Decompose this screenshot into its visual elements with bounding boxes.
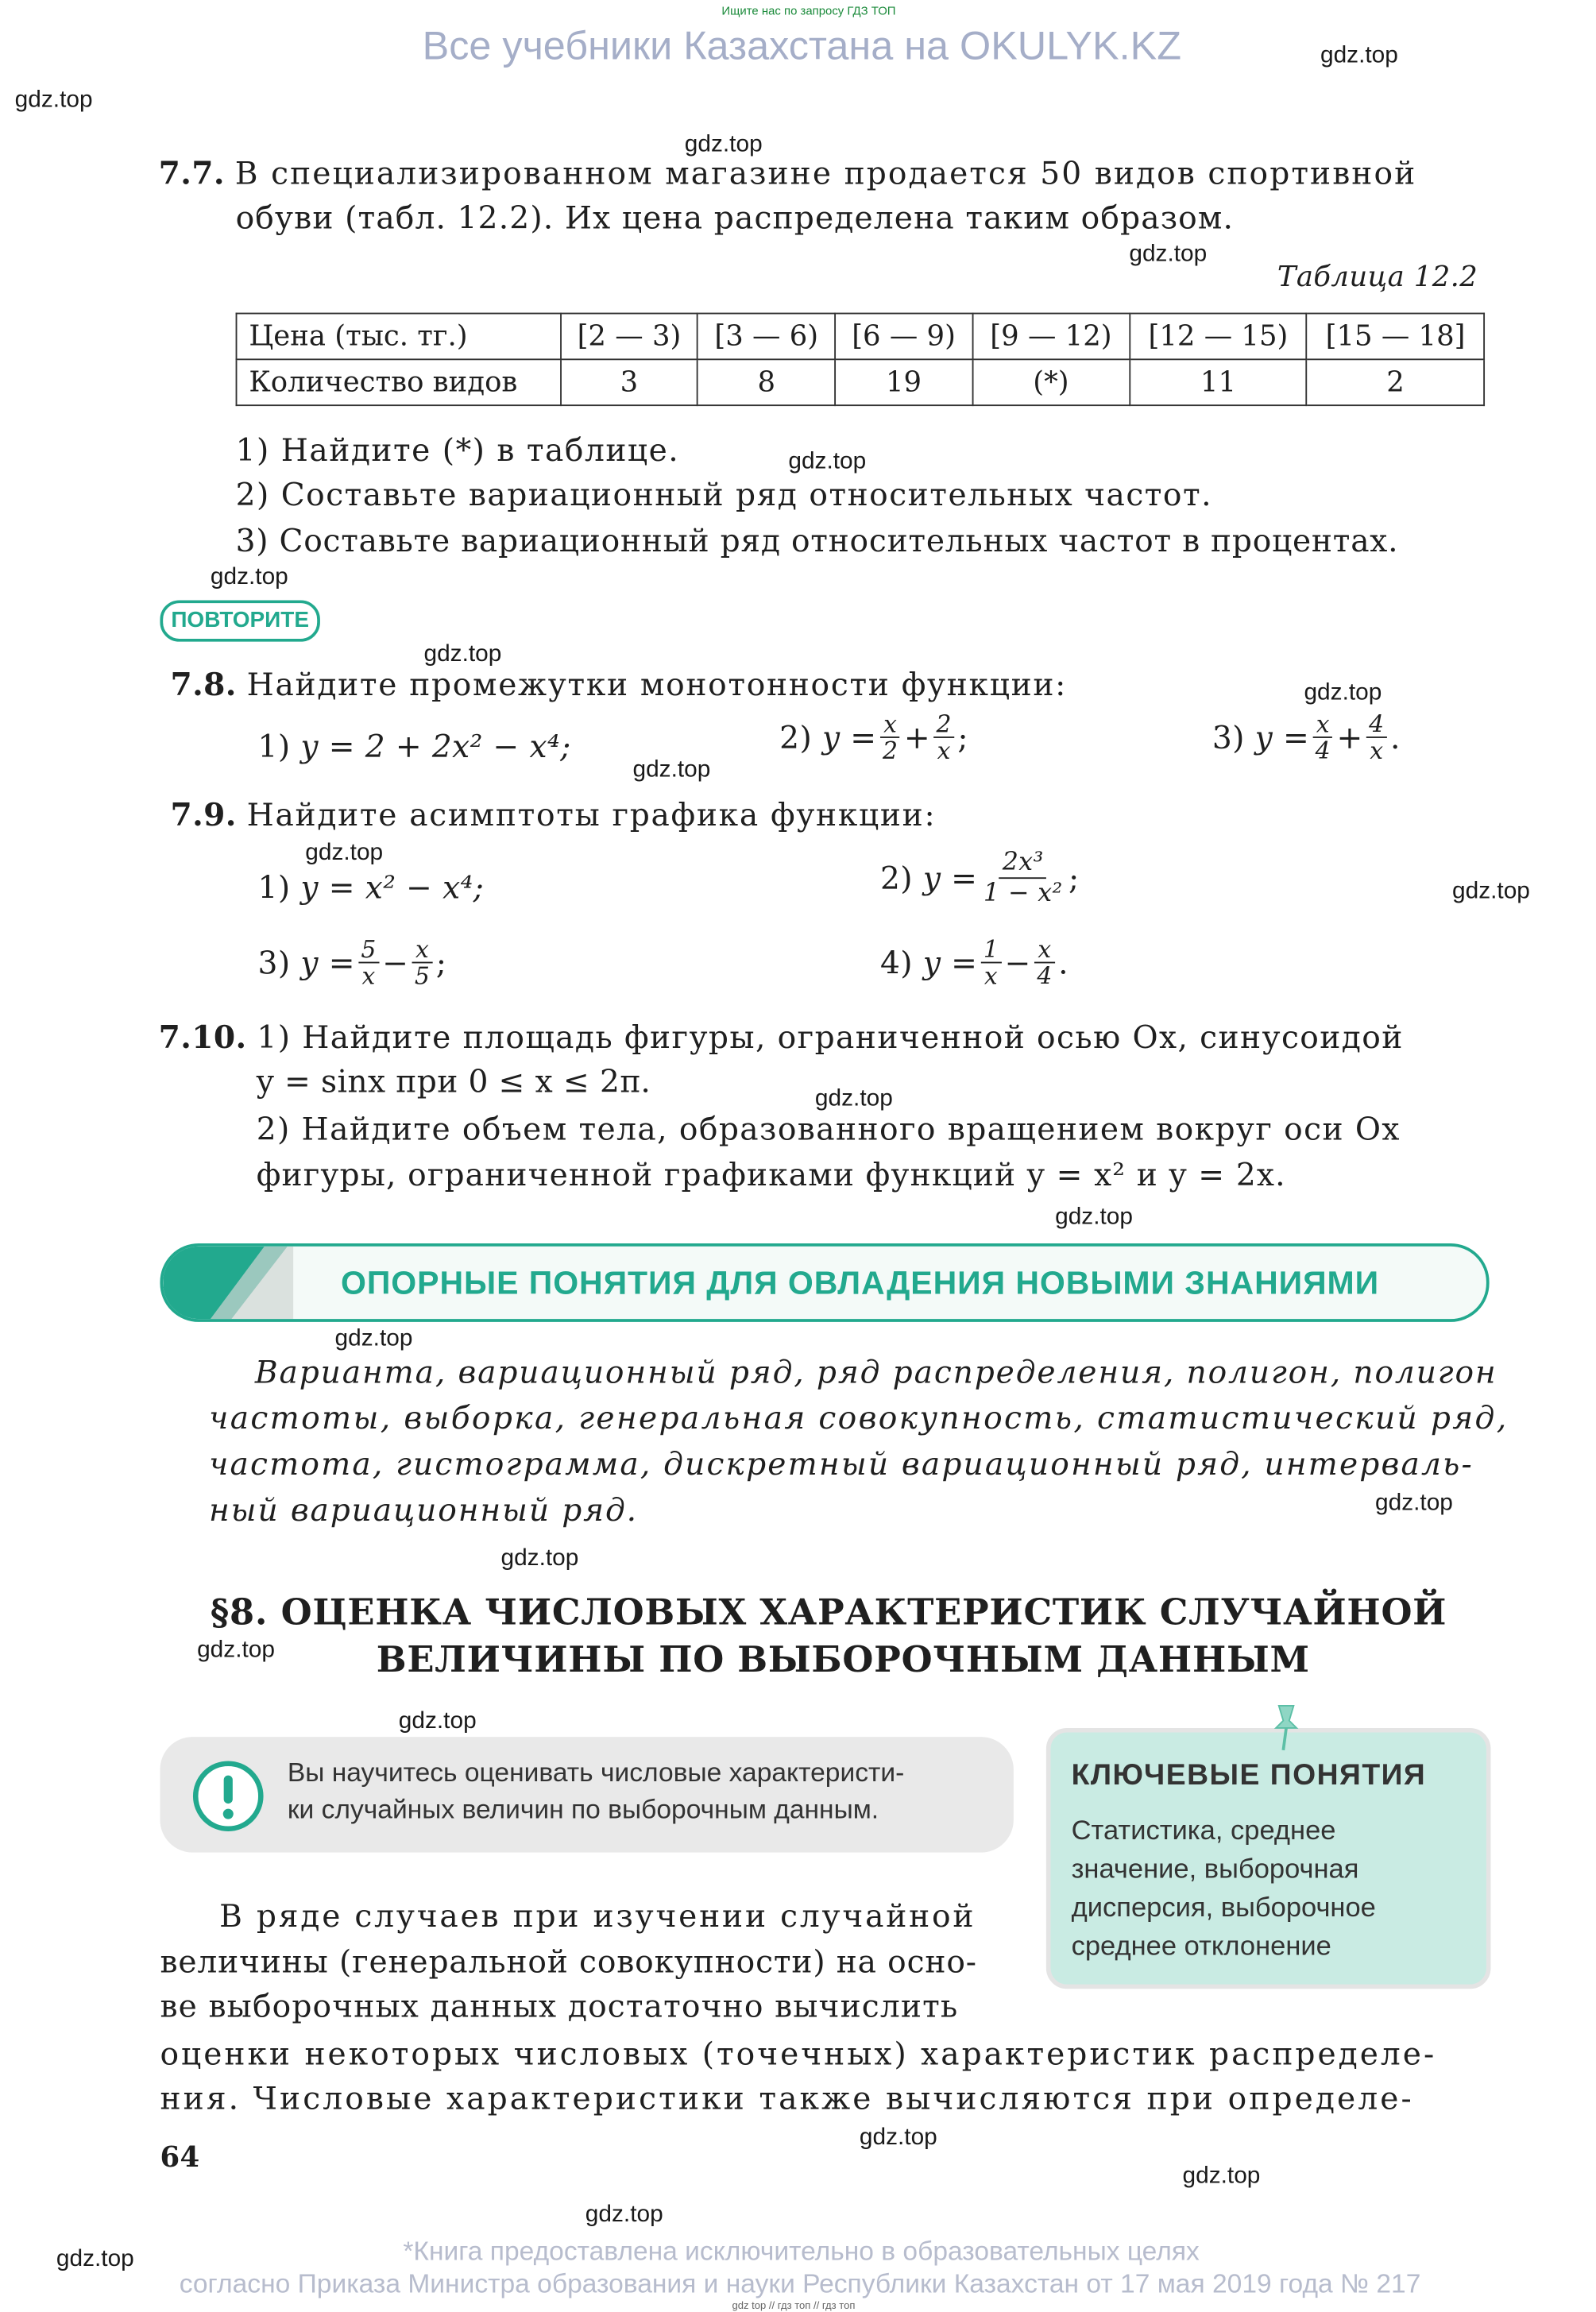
table-cell: (*) xyxy=(972,359,1130,405)
concepts-line: частота, гистограмма, дискретный вариационный ряд, интерваль- xyxy=(209,1446,1474,1483)
item-label: 3) xyxy=(257,945,291,980)
item-label: 1) xyxy=(257,869,291,906)
problem-number: 7.9. xyxy=(170,795,237,833)
price-table xyxy=(236,313,1485,407)
formula: y = x² − x⁴; xyxy=(300,869,485,906)
function-2 xyxy=(779,711,968,763)
key-concepts-box xyxy=(1046,1728,1491,1989)
problem-text-line: 2) Найдите объем тела, образованного вращением вокруг оси Ox xyxy=(256,1111,1401,1147)
key-concepts-line: значение, выборочная xyxy=(1071,1852,1359,1884)
bottom-note: gdz top // гдз топ // гдз топ xyxy=(732,2301,856,2312)
problem-number: 7.10. xyxy=(158,1018,247,1056)
problem-text: Найдите асимптоты графика функции: xyxy=(246,797,937,833)
table-cell: [9 — 12) xyxy=(972,314,1130,360)
goal-box xyxy=(160,1737,1013,1852)
fraction: $\frac{5}{x}$ xyxy=(358,937,380,988)
item-label: 4) xyxy=(879,945,913,980)
problem-text: Найдите промежутки монотонности функции: xyxy=(246,667,1068,703)
punct: ; xyxy=(1069,860,1080,896)
watermark: gdz.top xyxy=(500,1545,579,1572)
fraction: $\frac{x}{4}$ xyxy=(1034,937,1056,988)
problem-text-line: обуви (табл. 12.2). Их цена распределена таким образом. xyxy=(235,199,1235,236)
key-concepts-line: Статистика, среднее xyxy=(1071,1814,1336,1846)
body-line: ве выборочных данных достаточно вычислить xyxy=(160,1989,959,2024)
watermark: gdz.top xyxy=(1129,242,1208,267)
table-cell: [12 — 15) xyxy=(1130,314,1307,360)
key-concepts-line: дисперсия, выборочное xyxy=(1071,1891,1376,1923)
goal-line: Вы научитесь оценивать числовые характеристи- xyxy=(287,1757,905,1788)
watermark: gdz.top xyxy=(1320,43,1398,68)
formula: y = 2 + 2x² − x⁴; xyxy=(300,729,571,765)
footer-note: согласно Приказа Министра образования и науки Республики Казахстан от 17 мая 2019 года № 217 xyxy=(179,2268,1421,2299)
table-cell: [15 — 18] xyxy=(1307,314,1484,360)
page-number: 64 xyxy=(160,2141,200,2175)
watermark: gdz.top xyxy=(305,840,384,866)
body-line: величины (генеральной совокупности) на осно- xyxy=(160,1944,977,1981)
fraction: $\frac{1}{x}$ xyxy=(980,937,1002,988)
table-cell: 2 xyxy=(1307,359,1484,405)
formula-lhs: y = xyxy=(922,860,978,896)
concepts-line: частоты, выборка, генеральная совокупность, статистический ряд, xyxy=(209,1400,1509,1436)
punct: . xyxy=(1058,945,1069,980)
table-row xyxy=(237,359,1485,405)
footer-note: *Книга предоставлена исключительно в образовательных целях xyxy=(403,2236,1200,2267)
formula-lhs: y = xyxy=(300,945,355,980)
problem-text-line: 1) Найдите площадь фигуры, ограниченной осью Ox, синусоидой xyxy=(257,1019,1404,1056)
table-row-header: Количество видов xyxy=(237,359,561,405)
task-line: 3) Составьте вариационный ряд относительных частот в процентах. xyxy=(235,523,1399,559)
operator: + xyxy=(1336,719,1363,756)
fraction: $\frac{x}{5}$ xyxy=(412,937,433,988)
problem-text-line: y = sinx при 0 ≤ x ≤ 2π. xyxy=(256,1064,651,1100)
problem-number: 7.8. xyxy=(170,665,237,703)
item-label: 1) xyxy=(257,729,291,765)
function-4 xyxy=(879,935,1069,991)
watermark: gdz.top xyxy=(210,564,288,590)
table-cell: [2 — 3) xyxy=(561,314,698,360)
fraction: $\frac{x}{4}$ xyxy=(1312,711,1334,763)
formula-lhs: y = xyxy=(922,945,978,980)
section-title: §8. ОЦЕНКА ЧИСЛОВЫХ ХАРАКТЕРИСТИК СЛУЧАЙНОЙ xyxy=(210,1590,1447,1633)
body-line: оценки некоторых числовых (точечных) характеристик распределе- xyxy=(160,2036,1437,2072)
watermark: gdz.top xyxy=(56,2246,134,2272)
watermark: gdz.top xyxy=(1304,680,1382,706)
header-banner[interactable]: Все учебники Казахстана на OKULYK.KZ xyxy=(422,23,1181,68)
punct: ; xyxy=(957,719,968,756)
problem-7-7 xyxy=(159,154,1417,191)
table-cell: [3 — 6) xyxy=(698,314,835,360)
problem-text-line: В специализированном магазине продается 50 видов спортивной xyxy=(234,155,1417,191)
problem-7-10 xyxy=(159,1018,1404,1055)
table-caption: Таблица 12.2 xyxy=(1277,261,1478,294)
fraction: $\frac{2}{x}$ xyxy=(933,711,955,763)
body-line: ния. Числовые характеристики также вычисляются при определе- xyxy=(160,2080,1414,2117)
item-label: 3) xyxy=(1211,719,1245,756)
pin-icon xyxy=(1267,1703,1305,1753)
formula-lhs: y = xyxy=(821,719,877,756)
problem-7-9 xyxy=(171,796,937,833)
function-2 xyxy=(880,848,1080,908)
operator: + xyxy=(903,719,931,756)
watermark: gdz.top xyxy=(423,641,502,667)
punct: ; xyxy=(435,945,447,980)
fraction: $\frac{x}{2}$ xyxy=(879,711,901,763)
table-cell: [6 — 9) xyxy=(835,314,972,360)
concepts-line: Варианта, вариационный ряд, ряд распределения, полигон, полигон xyxy=(254,1354,1497,1390)
operator: − xyxy=(1004,945,1031,980)
watermark: gdz.top xyxy=(684,132,763,157)
goal-line: ки случайных величин по выборочным данным. xyxy=(287,1794,879,1825)
watermark: gdz.top xyxy=(1182,2163,1261,2190)
table-row xyxy=(237,314,1485,360)
watermark: gdz.top xyxy=(14,87,93,113)
table-cell: 8 xyxy=(698,359,835,405)
operator: − xyxy=(382,945,409,980)
key-concepts-line: среднее отклонение xyxy=(1071,1929,1331,1961)
function-3 xyxy=(1212,711,1401,763)
formula-lhs: y = xyxy=(1254,719,1310,756)
watermark: gdz.top xyxy=(398,1708,477,1734)
key-concepts-title: КЛЮЧЕВЫЕ ПОНЯТИЯ xyxy=(1071,1759,1427,1792)
fraction: $\frac{4}{x}$ xyxy=(1366,711,1387,763)
function-3 xyxy=(257,935,447,991)
item-label: 2) xyxy=(779,719,813,756)
watermark: gdz.top xyxy=(814,1086,893,1112)
problem-text-line: фигуры, ограниченной графиками функций y = x² и y = 2x. xyxy=(256,1157,1286,1193)
top-note: Ищите нас по запросу ГДЗ ТОП xyxy=(721,4,896,18)
table-cell: 3 xyxy=(561,359,698,405)
body-line: В ряде случаев при изучении случайной xyxy=(219,1898,976,1935)
watermark: gdz.top xyxy=(585,2202,663,2228)
watermark: gdz.top xyxy=(334,1326,413,1352)
problem-7-8 xyxy=(171,666,1068,703)
watermark: gdz.top xyxy=(197,1637,275,1663)
task-line: 2) Составьте вариационный ряд относительных частот. xyxy=(235,477,1213,513)
table-cell: 11 xyxy=(1130,359,1307,405)
task-line: 1) Найдите (*) в таблице. xyxy=(235,432,680,469)
table-cell: 19 xyxy=(835,359,972,405)
watermark: gdz.top xyxy=(788,449,867,474)
fraction: $\frac{\text{2x³}}{\text{1 − x²}}$ xyxy=(983,847,1063,909)
watermark: gdz.top xyxy=(632,757,711,783)
watermark: gdz.top xyxy=(1374,1490,1453,1517)
section-title: ВЕЛИЧИНЫ ПО ВЫБОРОЧНЫМ ДАННЫМ xyxy=(376,1637,1310,1681)
repeat-badge: ПОВТОРИТЕ xyxy=(160,600,319,641)
function-1 xyxy=(258,870,485,906)
exclamation-icon xyxy=(191,1759,265,1833)
concepts-banner xyxy=(160,1243,1489,1322)
problem-number: 7.7. xyxy=(158,153,225,191)
concepts-line: ный вариационный ряд. xyxy=(209,1492,639,1529)
concepts-banner-title: ОПОРНЫЕ ПОНЯТИЯ ДЛЯ ОВЛАДЕНИЯ НОВЫМИ ЗНАНИЯМИ xyxy=(341,1264,1380,1301)
punct: . xyxy=(1390,719,1401,756)
watermark: gdz.top xyxy=(859,2124,937,2151)
watermark: gdz.top xyxy=(1451,879,1530,904)
watermark: gdz.top xyxy=(1055,1204,1133,1231)
item-label: 2) xyxy=(879,860,913,896)
table-row-header: Цена (тыс. тг.) xyxy=(237,314,561,360)
function-1 xyxy=(258,729,571,765)
